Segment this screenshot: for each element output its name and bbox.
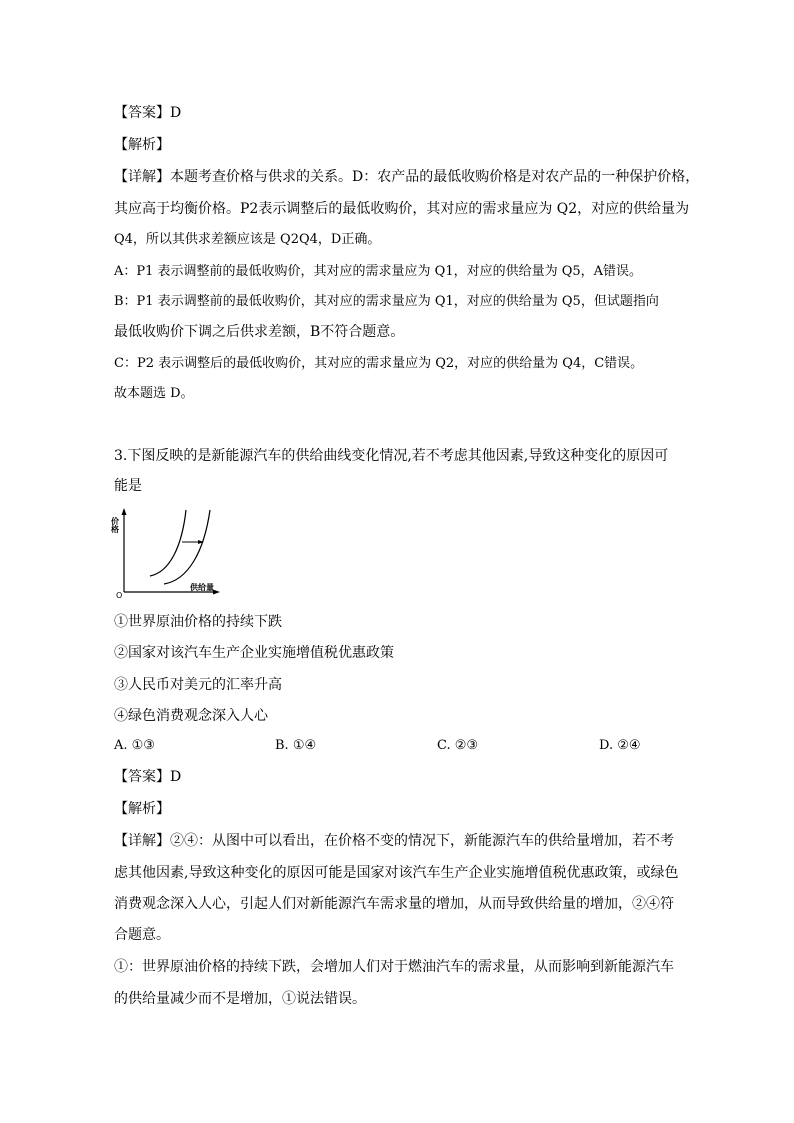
supply-curve-after: [164, 510, 210, 584]
q3-option-a: A. ①③: [114, 738, 155, 753]
q2-conclusion: 故本题选 D。: [114, 386, 194, 401]
q3-detail-line-2: 虑其他因素,导致这种变化的原因可能是国家对该汽车生产企业实施增值税优惠政策，或绿色: [114, 865, 679, 881]
q2-option-b-explanation-2: 最低收购价下调之后供求差额，B不符合题意。: [114, 324, 405, 340]
q3-stem-line-2: 能是: [114, 478, 142, 494]
q3-detail-line-5: ①：世界原油价格的持续下跌，会增加人们对于燃油汽车的需求量，从而影响到新能源汽车: [114, 959, 674, 975]
x-axis-label: 供给量: [190, 583, 214, 592]
q2-detail-line-1: 【详解】本题考查价格与供求的关系。D：农产品的最低收购价格是对农产品的一种保护价格，: [114, 169, 700, 185]
q2-option-c-explanation: C：P2 表示调整后的最低收购价，其对应的需求量应为 Q2，对应的供给量为 Q4，C错误。: [114, 356, 644, 371]
q3-item-1: ①世界原油价格的持续下跌: [114, 614, 282, 630]
q2-answer: 【答案】D: [114, 105, 182, 121]
origin-label: O: [116, 591, 123, 600]
q3-analysis-heading: 【解析】: [114, 801, 170, 817]
q3-answer: 【答案】D: [114, 769, 182, 785]
q3-option-d: D. ②④: [599, 738, 641, 753]
q3-detail-line-3: 消费观念深入人心，引起人们对新能源汽车需求量的增加，从而导致供给量的增加，②④符: [114, 896, 674, 912]
q3-stem-line-1: 3.下图反映的是新能源汽车的供给曲线变化情况,若不考虑其他因素,导致这种变化的原因可: [114, 448, 669, 464]
q3-item-4: ④绿色消费观念深入人心: [114, 708, 268, 724]
q2-option-b-explanation-1: B：P1 表示调整前的最低收购价，其对应的需求量应为 Q1，对应的供给量为 Q5，但试题指向: [114, 294, 659, 309]
q2-analysis-heading: 【解析】: [114, 137, 170, 153]
q2-detail-line-3: Q4，所以其供求差额应该是 Q2Q4，D正确。: [114, 232, 381, 247]
y-axis-label: 价格: [110, 517, 120, 533]
q2-option-a-explanation: A：P1 表示调整前的最低收购价，其对应的需求量应为 Q1，对应的供给量为 Q5，A错误。: [114, 264, 643, 279]
q2-detail-line-2: 其应高于均衡价格。P2表示调整后的最低收购价，其对应的需求量应为 Q2，对应的供给量为: [114, 201, 690, 217]
q3-item-3: ③人民币对美元的汇率升高: [114, 677, 282, 693]
q3-detail-line-6: 的供给量减少而不是增加，①说法错误。: [114, 991, 366, 1007]
q3-option-c: C. ②③: [437, 738, 479, 753]
q3-detail-line-1: 【详解】②④：从图中可以看出，在价格不变的情况下，新能源汽车的供给量增加，若不考: [114, 833, 674, 849]
q3-detail-line-4: 合题意。: [114, 927, 170, 943]
supply-curve-before: [150, 510, 186, 576]
supply-curve-figure: [112, 506, 222, 600]
q3-option-b: B. ①④: [275, 738, 317, 753]
q3-item-2: ②国家对该汽车生产企业实施增值税优惠政策: [114, 645, 394, 661]
